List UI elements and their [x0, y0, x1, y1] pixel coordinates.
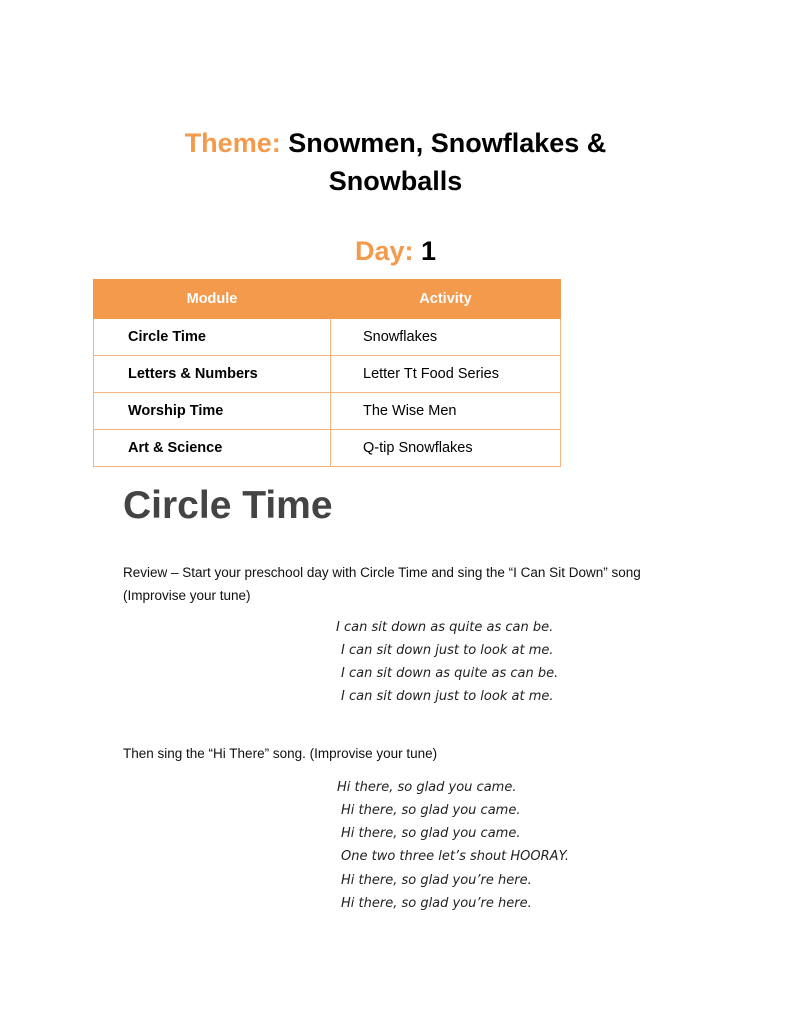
theme-name-line2: Snowballs [328, 166, 463, 196]
column-header-module: Module [94, 280, 331, 319]
intro2-paragraph: Then sing the “Hi There” song. (Improvise your tune) [123, 746, 438, 761]
column-header-activity: Activity [331, 280, 561, 319]
table-row [94, 430, 561, 467]
activity-cell: Q-tip Snowflakes [331, 430, 561, 467]
song1-line: I can sit down just to look at me. [341, 643, 554, 658]
song1-line: I can sit down as quite as can be. [336, 620, 554, 635]
table-header-row [94, 280, 561, 319]
song2-line: Hi there, so glad you’re here. [341, 896, 532, 911]
day-value: 1 [421, 236, 437, 266]
song1-line: I can sit down just to look at me. [341, 689, 554, 704]
intro-paragraph-line1: Review – Start your preschool day with Circle Time and sing the “I Can Sit Down” song [123, 565, 641, 580]
song2-line: Hi there, so glad you’re here. [341, 873, 532, 888]
song2-line: Hi there, so glad you came. [337, 780, 517, 795]
song2-line: Hi there, so glad you came. [341, 826, 521, 841]
module-cell: Art & Science [94, 430, 331, 467]
song1-line: I can sit down as quite as can be. [341, 666, 559, 681]
song2-line: One two three let’s shout HOORAY. [341, 849, 569, 864]
module-cell: Worship Time [94, 393, 331, 430]
table-row [94, 356, 561, 393]
table-row [94, 393, 561, 430]
circle-time-heading: Circle Time [123, 484, 333, 527]
table-row [94, 319, 561, 356]
intro-paragraph-line2: (Improvise your tune) [123, 588, 251, 603]
song2-line: Hi there, so glad you came. [341, 803, 521, 818]
activity-cell: The Wise Men [331, 393, 561, 430]
day-heading [0, 233, 791, 269]
module-cell: Letters & Numbers [94, 356, 331, 393]
activity-cell: Letter Tt Food Series [331, 356, 561, 393]
day-label: Day: [354, 236, 414, 266]
module-cell: Circle Time [94, 319, 331, 356]
theme-label: Theme: [184, 128, 281, 158]
theme-name-line1: Snowmen, Snowflakes & [288, 128, 607, 158]
activity-cell: Snowflakes [331, 319, 561, 356]
schedule-table [93, 279, 561, 467]
theme-title [0, 124, 791, 200]
